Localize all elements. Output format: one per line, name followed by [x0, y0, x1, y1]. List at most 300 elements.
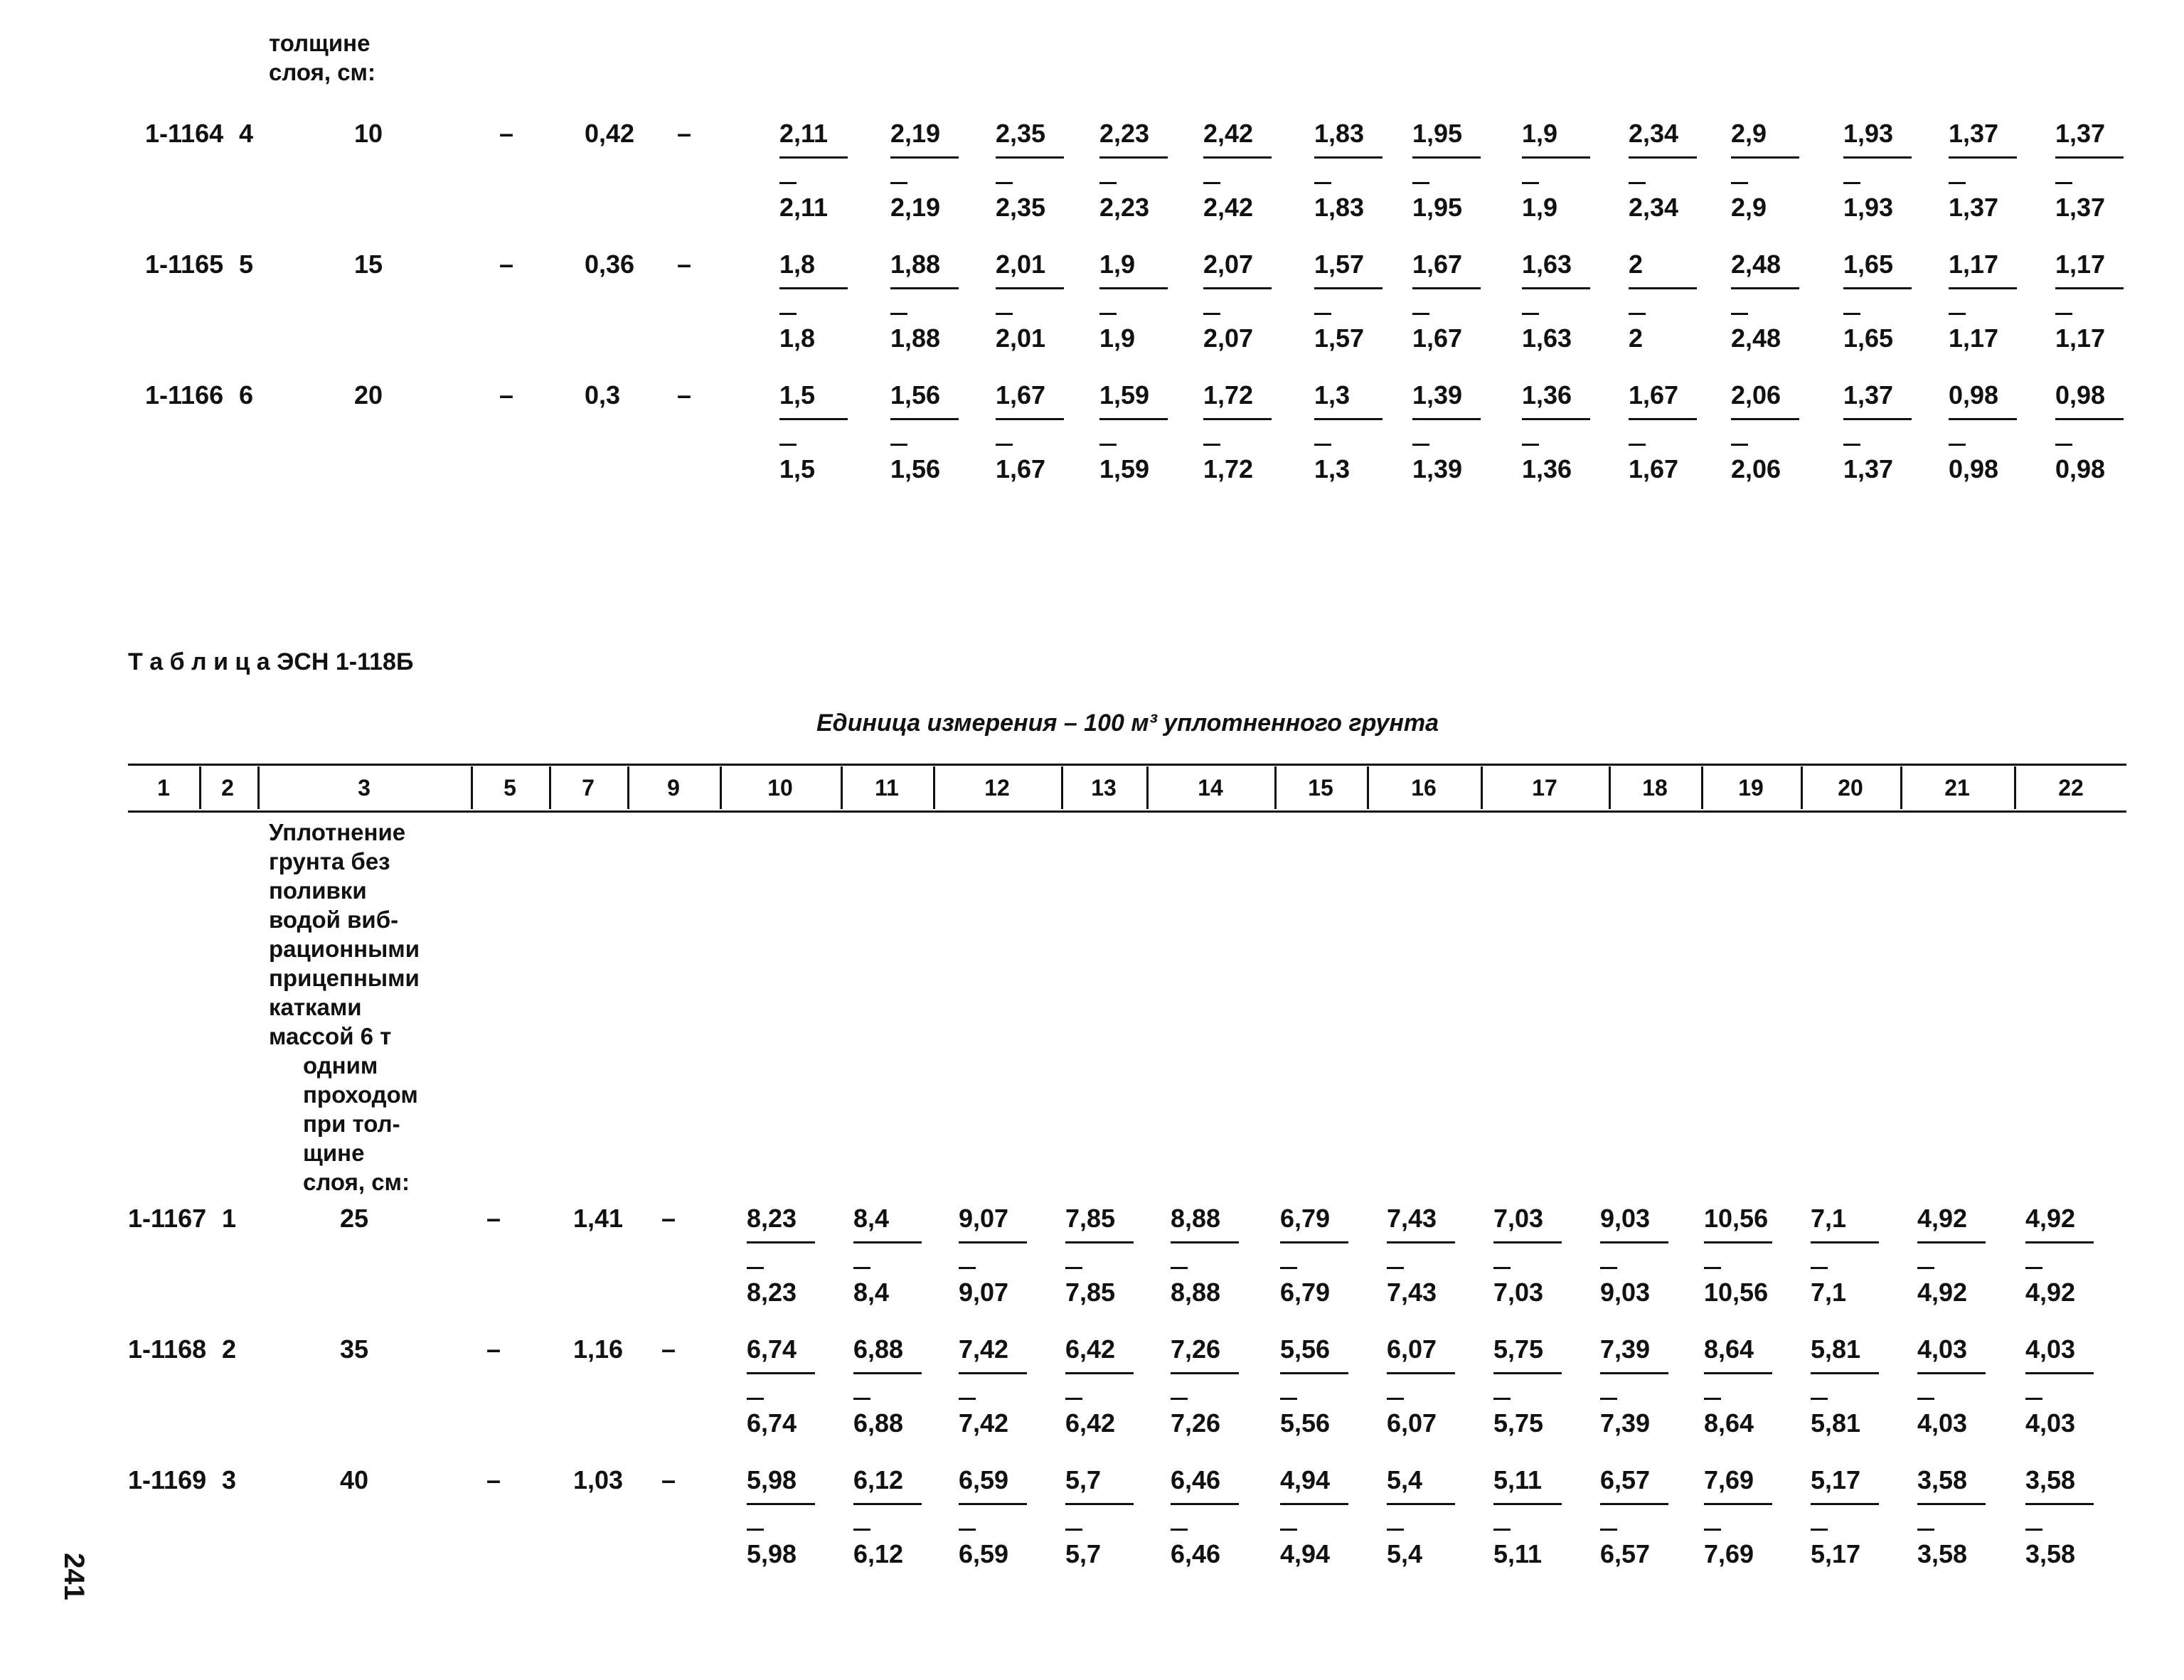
- description-line: при тол-: [303, 1111, 400, 1137]
- fraction-numerator: 1,8: [779, 250, 816, 279]
- fraction-dash: [959, 1267, 976, 1269]
- fraction-cell: [1843, 119, 1929, 226]
- fraction-denominator: 1,17: [1949, 323, 1999, 353]
- fraction-cell: [1171, 1335, 1256, 1442]
- fraction-denominator: 2,11: [779, 193, 829, 222]
- fraction-denominator: 1,67: [1412, 323, 1463, 353]
- fraction-denominator: 7,03: [1493, 1278, 1544, 1307]
- row-number: 5: [239, 250, 254, 279]
- fraction-denominator: 1,93: [1843, 193, 1894, 222]
- fraction-bar: [1629, 287, 1697, 289]
- fraction-numerator: 2,42: [1203, 119, 1254, 148]
- fraction-denominator: 1,83: [1314, 193, 1365, 222]
- fraction-bar: [1493, 1503, 1562, 1505]
- fraction-bar: [1949, 418, 2017, 420]
- fraction-dash: [1171, 1529, 1188, 1531]
- fraction-numerator: 2: [1629, 250, 1644, 279]
- fraction-numerator: 5,98: [747, 1465, 797, 1494]
- fraction-numerator: 6,07: [1387, 1334, 1437, 1364]
- fraction-dash: [1917, 1529, 1934, 1531]
- row-code: 1-1164: [145, 119, 224, 148]
- fraction-bar: [1949, 287, 2017, 289]
- fraction-numerator: 2,23: [1099, 119, 1150, 148]
- fraction-dash: [1600, 1529, 1617, 1531]
- fraction-cell: [1099, 250, 1185, 357]
- fraction-bar: [853, 1503, 922, 1505]
- fraction-cell: [1949, 381, 2034, 488]
- fraction-cell: [1412, 381, 1498, 488]
- fraction-denominator: 5,11: [1493, 1539, 1543, 1568]
- fraction-cell: [996, 381, 1081, 488]
- fraction-bar: [890, 418, 959, 420]
- fraction-numerator: 5,17: [1811, 1465, 1861, 1494]
- header-separator: [1801, 766, 1803, 809]
- fraction-dash: [1171, 1267, 1188, 1269]
- fraction-dash: [1949, 182, 1966, 184]
- fraction-numerator: 1,88: [890, 250, 941, 279]
- description-line: грунта без: [269, 848, 390, 874]
- fraction-dash: [747, 1529, 764, 1531]
- col5-value: –: [499, 250, 514, 279]
- fraction-dash: [1387, 1267, 1404, 1269]
- fraction-dash: [747, 1398, 764, 1400]
- fraction-denominator: 1,37: [1949, 193, 1999, 222]
- fraction-numerator: 2,19: [890, 119, 941, 148]
- fraction-cell: [1065, 1466, 1151, 1573]
- fraction-denominator: 3,58: [2025, 1539, 2076, 1568]
- fraction-dash: [959, 1529, 976, 1531]
- fraction-bar: [1099, 418, 1168, 420]
- fraction-bar: [1629, 156, 1697, 159]
- fraction-bar: [1629, 418, 1697, 420]
- header-separator: [2014, 766, 2016, 809]
- fraction-numerator: 8,88: [1171, 1204, 1221, 1233]
- description-line: одним: [303, 1052, 378, 1079]
- fraction-bar: [1522, 287, 1590, 289]
- fraction-numerator: 6,42: [1065, 1334, 1116, 1364]
- col9-value: –: [677, 250, 692, 279]
- fraction-numerator: 2,11: [779, 119, 829, 148]
- fraction-dash: [1843, 444, 1860, 446]
- layer-thickness: 35: [340, 1334, 369, 1364]
- header-cell: 22: [2058, 775, 2084, 801]
- fraction-bar: [1280, 1372, 1348, 1374]
- fraction-numerator: 1,37: [2055, 119, 2106, 148]
- fraction-denominator: 6,74: [747, 1408, 797, 1438]
- fraction-numerator: 7,26: [1171, 1334, 1221, 1364]
- fraction-dash: [1629, 444, 1646, 446]
- fraction-denominator: 7,69: [1704, 1539, 1754, 1568]
- fraction-dash: [1412, 182, 1429, 184]
- fraction-dash: [1493, 1267, 1511, 1269]
- col9-value: –: [661, 1465, 676, 1494]
- fraction-bar: [1704, 1503, 1772, 1505]
- fraction-numerator: 1,9: [1099, 250, 1136, 279]
- fraction-cell: [890, 250, 976, 357]
- fraction-cell: [890, 381, 976, 488]
- fraction-dash: [853, 1267, 870, 1269]
- row-number: 1: [222, 1204, 237, 1233]
- fraction-denominator: 2,01: [996, 323, 1046, 353]
- description-line: слоя, см:: [303, 1169, 410, 1195]
- fraction-cell: [1493, 1466, 1579, 1573]
- fraction-bar: [2055, 156, 2124, 159]
- fraction-cell: [1280, 1335, 1365, 1442]
- col7-value: 1,41: [573, 1204, 624, 1233]
- fraction-dash: [2055, 444, 2072, 446]
- fraction-bar: [853, 1241, 922, 1243]
- fraction-numerator: 2,06: [1731, 380, 1781, 410]
- fraction-dash: [1280, 1529, 1297, 1531]
- fraction-bar: [1171, 1372, 1239, 1374]
- fraction-dash: [779, 313, 797, 315]
- row-code: 1-1168: [128, 1334, 207, 1364]
- page-number: 241: [58, 1553, 90, 1600]
- fraction-denominator: 1,37: [2055, 193, 2106, 222]
- fraction-bar: [1704, 1372, 1772, 1374]
- fraction-denominator: 2: [1629, 323, 1644, 353]
- fraction-numerator: 8,64: [1704, 1334, 1754, 1364]
- fraction-numerator: 2,34: [1629, 119, 1679, 148]
- fraction-bar: [1917, 1372, 1986, 1374]
- col9-value: –: [677, 380, 692, 410]
- row-code: 1-1169: [128, 1465, 207, 1494]
- fraction-denominator: 5,98: [747, 1539, 797, 1568]
- description-line: рационными: [269, 936, 420, 962]
- fraction-dash: [1811, 1398, 1828, 1400]
- fraction-bar: [1171, 1241, 1239, 1243]
- fraction-dash: [1704, 1529, 1721, 1531]
- fraction-dash: [2025, 1529, 2042, 1531]
- fraction-dash: [1280, 1398, 1297, 1400]
- col9-value: –: [661, 1204, 676, 1233]
- fraction-dash: [1493, 1529, 1511, 1531]
- description-line: щине: [303, 1140, 365, 1166]
- fraction-bar: [959, 1372, 1027, 1374]
- fraction-bar: [1811, 1241, 1879, 1243]
- fraction-dash: [1203, 444, 1220, 446]
- fraction-bar: [1314, 418, 1383, 420]
- fraction-denominator: 6,07: [1387, 1408, 1437, 1438]
- fraction-cell: [1387, 1204, 1472, 1311]
- fraction-dash: [1387, 1398, 1404, 1400]
- fraction-numerator: 0,98: [1949, 380, 1999, 410]
- fraction-cell: [747, 1204, 832, 1311]
- fraction-numerator: 4,92: [1917, 1204, 1968, 1233]
- fraction-bar: [1811, 1503, 1879, 1505]
- fraction-denominator: 1,95: [1412, 193, 1463, 222]
- fraction-numerator: 7,03: [1493, 1204, 1544, 1233]
- fraction-cell: [1731, 119, 1816, 226]
- fraction-bar: [1387, 1372, 1455, 1374]
- fraction-dash: [2055, 182, 2072, 184]
- fraction-bar: [1522, 156, 1590, 159]
- header-separator: [720, 766, 722, 809]
- fraction-cell: [2025, 1335, 2111, 1442]
- fraction-denominator: 5,7: [1065, 1539, 1102, 1568]
- fraction-denominator: 7,42: [959, 1408, 1009, 1438]
- col7-value: 0,42: [585, 119, 635, 148]
- description-line: Уплотнение: [269, 819, 406, 845]
- fraction-bar: [1099, 156, 1168, 159]
- fraction-cell: [959, 1466, 1044, 1573]
- fraction-bar: [890, 287, 959, 289]
- layer-thickness: 25: [340, 1204, 369, 1233]
- fraction-cell: [1065, 1204, 1151, 1311]
- fraction-cell: [1065, 1335, 1151, 1442]
- fraction-denominator: 9,03: [1600, 1278, 1651, 1307]
- col7-value: 0,3: [585, 380, 621, 410]
- col5-value: –: [499, 119, 514, 148]
- fraction-numerator: 1,57: [1314, 250, 1365, 279]
- header-cell: 18: [1642, 775, 1668, 801]
- fraction-cell: [1412, 119, 1498, 226]
- fraction-dash: [996, 313, 1013, 315]
- fraction-cell: [959, 1335, 1044, 1442]
- fraction-cell: [1387, 1335, 1472, 1442]
- fraction-cell: [1171, 1466, 1256, 1573]
- fraction-numerator: 10,56: [1704, 1204, 1769, 1233]
- fraction-bar: [1917, 1503, 1986, 1505]
- fraction-dash: [1522, 444, 1539, 446]
- fraction-cell: [1203, 381, 1289, 488]
- header-cell: 10: [767, 775, 793, 801]
- fraction-cell: [1493, 1335, 1579, 1442]
- fraction-dash: [2025, 1267, 2042, 1269]
- fraction-denominator: 7,1: [1811, 1278, 1847, 1307]
- fraction-denominator: 10,56: [1704, 1278, 1769, 1307]
- fraction-denominator: 6,88: [853, 1408, 904, 1438]
- fraction-bar: [1280, 1503, 1348, 1505]
- description-line: проходом: [303, 1081, 418, 1108]
- fraction-dash: [2055, 313, 2072, 315]
- fraction-bar: [1065, 1503, 1134, 1505]
- fraction-numerator: 6,79: [1280, 1204, 1331, 1233]
- fraction-numerator: 2,9: [1731, 119, 1767, 148]
- header-cell: 11: [875, 775, 899, 801]
- fraction-dash: [1099, 313, 1117, 315]
- fraction-cell: [1600, 1204, 1685, 1311]
- fraction-numerator: 8,4: [853, 1204, 890, 1233]
- fraction-denominator: 1,56: [890, 454, 941, 483]
- fraction-bar: [747, 1503, 815, 1505]
- fraction-denominator: 2,48: [1731, 323, 1781, 353]
- fraction-numerator: 7,43: [1387, 1204, 1437, 1233]
- fraction-numerator: 1,95: [1412, 119, 1463, 148]
- header-separator: [1367, 766, 1369, 809]
- fraction-denominator: 8,64: [1704, 1408, 1754, 1438]
- fraction-denominator: 4,92: [2025, 1278, 2076, 1307]
- fraction-dash: [747, 1267, 764, 1269]
- fraction-denominator: 7,26: [1171, 1408, 1221, 1438]
- fraction-denominator: 0,98: [1949, 454, 1999, 483]
- fraction-bar: [779, 156, 848, 159]
- fraction-cell: [1522, 119, 1607, 226]
- col7-value: 0,36: [585, 250, 635, 279]
- fraction-denominator: 3,58: [1917, 1539, 1968, 1568]
- fraction-cell: [1704, 1335, 1789, 1442]
- col7-value: 1,16: [573, 1334, 624, 1364]
- fraction-cell: [1811, 1335, 1896, 1442]
- row-code: 1-1165: [145, 250, 224, 279]
- fraction-denominator: 1,3: [1314, 454, 1351, 483]
- fraction-cell: [1280, 1204, 1365, 1311]
- fraction-dash: [853, 1529, 870, 1531]
- fraction-cell: [1949, 250, 2034, 357]
- fraction-cell: [747, 1335, 832, 1442]
- fraction-denominator: 6,12: [853, 1539, 904, 1568]
- fraction-cell: [747, 1466, 832, 1573]
- row-number: 2: [222, 1334, 237, 1364]
- fraction-denominator: 2,23: [1099, 193, 1150, 222]
- fraction-denominator: 5,17: [1811, 1539, 1861, 1568]
- fraction-cell: [2025, 1204, 2111, 1311]
- header-separator: [1481, 766, 1483, 809]
- fraction-denominator: 5,75: [1493, 1408, 1544, 1438]
- fraction-numerator: 1,17: [2055, 250, 2106, 279]
- fraction-numerator: 5,75: [1493, 1334, 1544, 1364]
- fraction-denominator: 7,39: [1600, 1408, 1651, 1438]
- fraction-dash: [1843, 313, 1860, 315]
- fraction-cell: [2055, 381, 2141, 488]
- fraction-bar: [1387, 1503, 1455, 1505]
- fraction-bar: [1843, 287, 1912, 289]
- fraction-dash: [1387, 1529, 1404, 1531]
- fraction-numerator: 8,23: [747, 1204, 797, 1233]
- fraction-numerator: 1,67: [996, 380, 1046, 410]
- fraction-dash: [1704, 1398, 1721, 1400]
- fraction-dash: [1412, 444, 1429, 446]
- fraction-cell: [1917, 1466, 2003, 1573]
- header-cell: 17: [1532, 775, 1557, 801]
- fraction-dash: [1203, 182, 1220, 184]
- header-separator: [1146, 766, 1149, 809]
- fraction-cell: [1629, 119, 1714, 226]
- fraction-dash: [1600, 1267, 1617, 1269]
- fraction-bar: [2025, 1241, 2094, 1243]
- fraction-denominator: 6,79: [1280, 1278, 1331, 1307]
- fraction-dash: [1099, 444, 1117, 446]
- fraction-dash: [1314, 444, 1331, 446]
- fraction-denominator: 7,85: [1065, 1278, 1116, 1307]
- fraction-dash: [2025, 1398, 2042, 1400]
- table-title: Т а б л и ц а ЭСН 1-118Б: [128, 648, 414, 675]
- fraction-denominator: 1,59: [1099, 454, 1150, 483]
- fraction-denominator: 1,5: [779, 454, 816, 483]
- fraction-dash: [1065, 1267, 1082, 1269]
- fraction-numerator: 1,93: [1843, 119, 1894, 148]
- fraction-denominator: 6,42: [1065, 1408, 1116, 1438]
- fraction-numerator: 2,35: [996, 119, 1046, 148]
- fraction-cell: [1917, 1204, 2003, 1311]
- fraction-denominator: 2,34: [1629, 193, 1679, 222]
- fraction-denominator: 2,06: [1731, 454, 1781, 483]
- fraction-bar: [1203, 418, 1272, 420]
- description-line: поливки: [269, 877, 367, 904]
- work-description: [269, 818, 420, 1197]
- fraction-bar: [1280, 1241, 1348, 1243]
- fraction-numerator: 5,81: [1811, 1334, 1861, 1364]
- fraction-cell: [1731, 250, 1816, 357]
- fraction-numerator: 5,56: [1280, 1334, 1331, 1364]
- fraction-cell: [996, 250, 1081, 357]
- fraction-cell: [779, 381, 865, 488]
- fraction-dash: [890, 444, 907, 446]
- layer-thickness: 40: [340, 1465, 369, 1494]
- fraction-numerator: 2,01: [996, 250, 1046, 279]
- fraction-dash: [779, 182, 797, 184]
- description-line: водой виб-: [269, 906, 399, 933]
- header-cell: 2: [221, 775, 234, 801]
- fraction-cell: [1203, 119, 1289, 226]
- fraction-denominator: 1,17: [2055, 323, 2106, 353]
- fraction-cell: [1280, 1466, 1365, 1573]
- fraction-cell: [1522, 381, 1607, 488]
- fraction-dash: [1099, 182, 1117, 184]
- col9-value: –: [661, 1334, 676, 1364]
- fraction-cell: [1917, 1335, 2003, 1442]
- col5-value: –: [486, 1204, 501, 1233]
- fraction-cell: [890, 119, 976, 226]
- fraction-dash: [1731, 444, 1748, 446]
- fraction-cell: [1704, 1466, 1789, 1573]
- fraction-denominator: 1,67: [996, 454, 1046, 483]
- fraction-denominator: 4,94: [1280, 1539, 1331, 1568]
- fraction-bar: [1600, 1372, 1668, 1374]
- fraction-numerator: 1,5: [779, 380, 816, 410]
- fraction-denominator: 1,39: [1412, 454, 1463, 483]
- row-number: 6: [239, 380, 254, 410]
- fraction-dash: [1493, 1398, 1511, 1400]
- fraction-numerator: 1,37: [1843, 380, 1894, 410]
- fraction-bar: [1811, 1372, 1879, 1374]
- fraction-dash: [1704, 1267, 1721, 1269]
- fraction-numerator: 4,92: [2025, 1204, 2076, 1233]
- fraction-denominator: 6,46: [1171, 1539, 1221, 1568]
- fraction-cell: [996, 119, 1081, 226]
- upper-col3-line: толщине: [269, 30, 371, 56]
- fraction-cell: [1171, 1204, 1256, 1311]
- row-number: 3: [222, 1465, 237, 1494]
- fraction-bar: [1493, 1372, 1562, 1374]
- fraction-cell: [1704, 1204, 1789, 1311]
- fraction-numerator: 5,7: [1065, 1465, 1102, 1494]
- fraction-cell: [1203, 250, 1289, 357]
- fraction-cell: [1412, 250, 1498, 357]
- fraction-cell: [853, 1335, 939, 1442]
- fraction-dash: [1731, 313, 1748, 315]
- description-line: прицепными: [269, 965, 420, 991]
- fraction-denominator: 8,4: [853, 1278, 890, 1307]
- description-line: массой 6 т: [269, 1023, 392, 1049]
- fraction-cell: [2055, 119, 2141, 226]
- fraction-numerator: 4,94: [1280, 1465, 1331, 1494]
- fraction-numerator: 6,59: [959, 1465, 1009, 1494]
- layer-thickness: 20: [354, 380, 383, 410]
- fraction-dash: [1065, 1398, 1082, 1400]
- fraction-numerator: 2,07: [1203, 250, 1254, 279]
- header-separator: [1701, 766, 1703, 809]
- fraction-dash: [1314, 182, 1331, 184]
- header-cell: 20: [1838, 775, 1863, 801]
- fraction-bar: [1843, 156, 1912, 159]
- fraction-dash: [1917, 1267, 1934, 1269]
- fraction-bar: [1917, 1241, 1986, 1243]
- row-number: 4: [239, 119, 254, 148]
- fraction-numerator: 3,58: [1917, 1465, 1968, 1494]
- fraction-bar: [779, 287, 848, 289]
- fraction-bar: [1412, 287, 1481, 289]
